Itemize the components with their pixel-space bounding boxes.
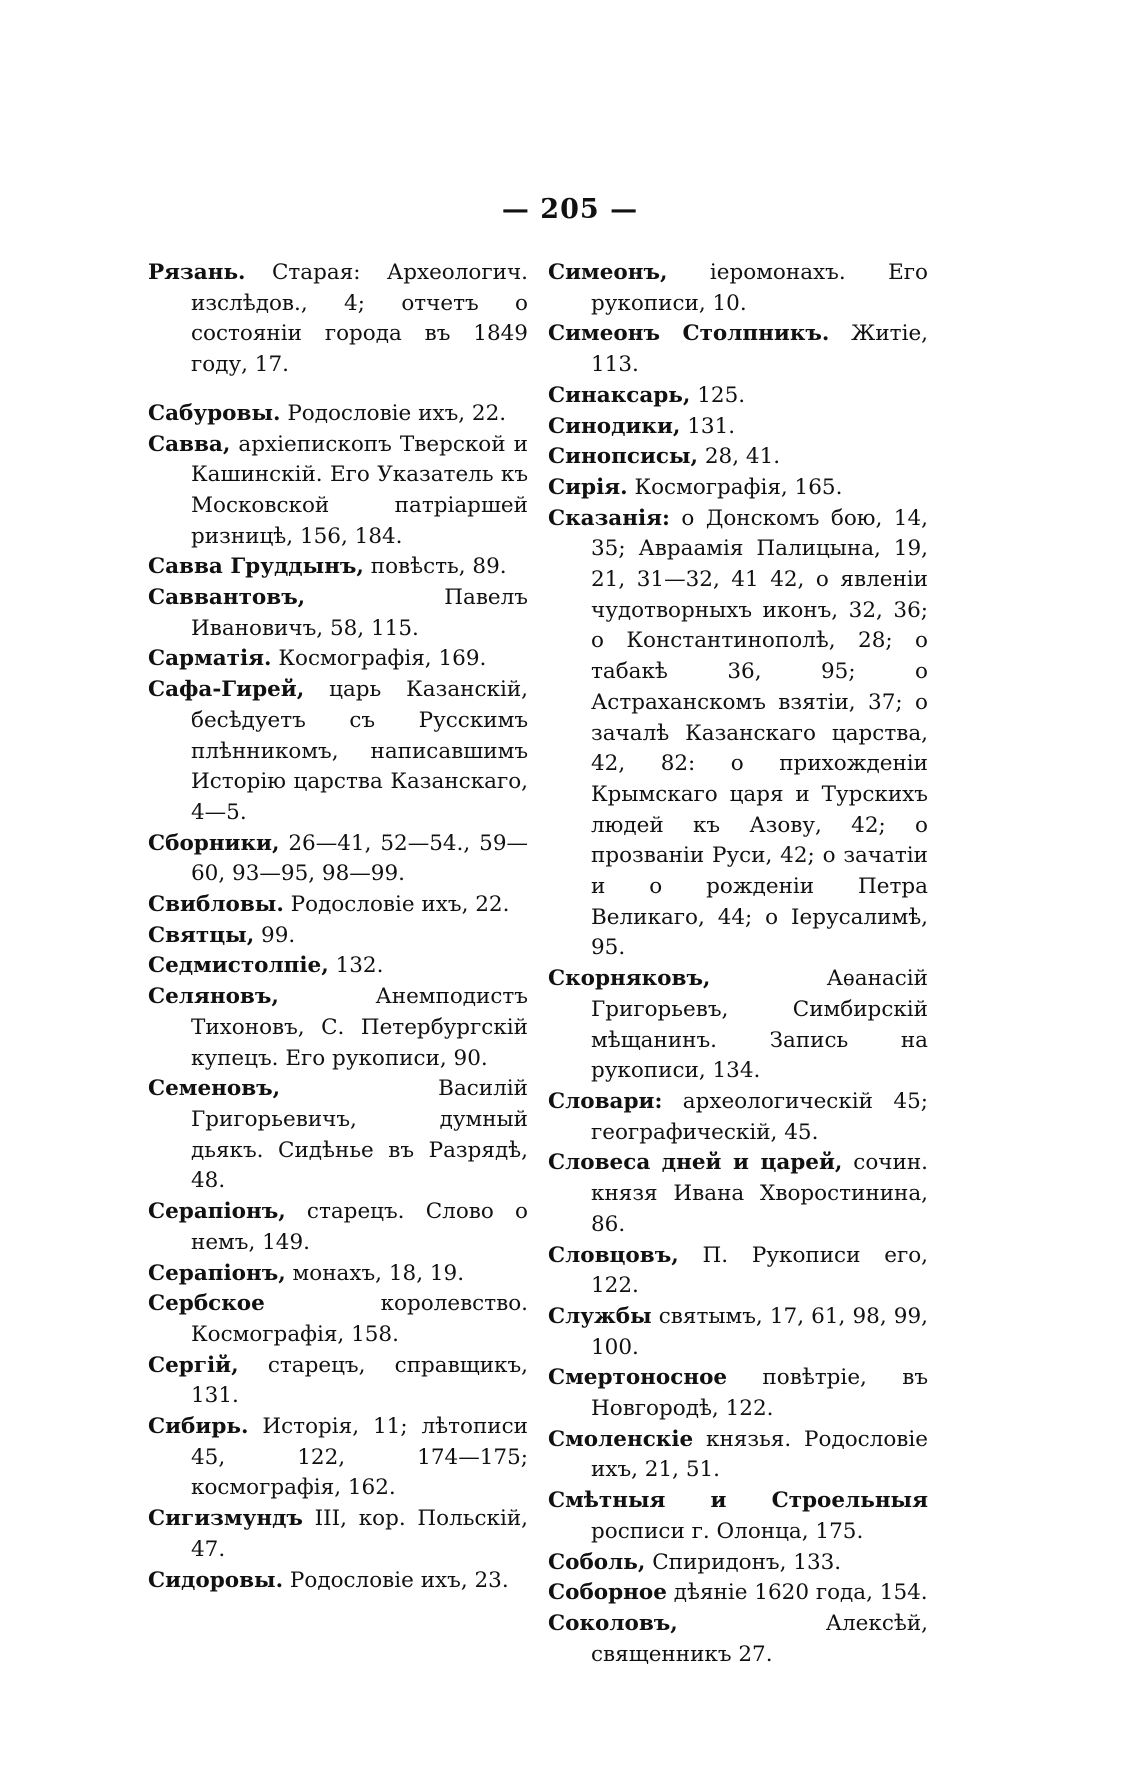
entry-headword: Сирія. bbox=[548, 474, 628, 500]
index-entry bbox=[148, 399, 528, 430]
entry-headword: Смоленскіе bbox=[548, 1426, 694, 1452]
index-entry bbox=[148, 583, 528, 644]
index-entry bbox=[548, 1425, 928, 1486]
entry-text: 26—41, 52—54., 59—60, 93—95, 98—99. bbox=[191, 830, 528, 887]
entry-headword: Соколовъ, bbox=[548, 1610, 678, 1636]
entry-headword: Селяновъ, bbox=[148, 984, 279, 1010]
index-entry bbox=[148, 1259, 528, 1290]
index-entry bbox=[548, 504, 928, 965]
entry-text: монахъ, 18, 19. bbox=[285, 1260, 465, 1286]
entry-headword: Симеонъ Столпникъ. bbox=[548, 321, 830, 347]
index-entry bbox=[148, 921, 528, 952]
entry-text: дѣяніе 1620 года, 154. bbox=[666, 1580, 928, 1606]
index-entry bbox=[148, 644, 528, 675]
entry-text: III, кор. Польскій, 47. bbox=[191, 1506, 528, 1562]
entry-headword: Серапіонъ, bbox=[148, 1260, 286, 1286]
entry-text: Павелъ Ивановичъ, 58, 115. bbox=[191, 585, 528, 641]
index-entry bbox=[148, 258, 528, 381]
entry-headword: Сарматія. bbox=[148, 646, 272, 672]
index-entry bbox=[548, 473, 928, 504]
entry-headword: Серапіонъ, bbox=[148, 1199, 286, 1225]
index-entry bbox=[548, 442, 928, 473]
index-entry bbox=[548, 1087, 928, 1148]
index-entry bbox=[548, 1148, 928, 1240]
entry-headword: Сборники, bbox=[148, 830, 280, 856]
entry-text: Родословіе ихъ, 22. bbox=[283, 892, 510, 918]
entry-text: царь Казанскій, бесѣдуетъ съ Русскимъ плѣнникомъ, написавшимъ Исторію царства Казанскаго, 4—5. bbox=[191, 677, 528, 825]
entry-headword: Семеновъ, bbox=[148, 1076, 281, 1102]
entry-headword: Сергій, bbox=[148, 1352, 239, 1378]
entry-headword: Сигизмундъ bbox=[148, 1506, 303, 1532]
entry-text: архіепископъ Тверской и Кашинскій. Его Указатель къ Московской патріаршей ризницѣ, 156, 184. bbox=[191, 431, 528, 549]
entry-headword: Сербское bbox=[148, 1291, 265, 1317]
index-entry bbox=[548, 1548, 928, 1579]
index-entry bbox=[148, 1412, 528, 1504]
index-entry bbox=[148, 675, 528, 829]
index-entry bbox=[148, 552, 528, 583]
entry-headword: Симеонъ, bbox=[548, 260, 668, 285]
page-number: — 205 — bbox=[501, 194, 639, 225]
index-entry bbox=[548, 964, 928, 1087]
entry-text: сочин. князя Ивана Хворостинина, 86. bbox=[591, 1150, 928, 1237]
entry-headword: Скорняковъ, bbox=[548, 966, 711, 992]
index-entry bbox=[148, 1289, 528, 1350]
index-entry bbox=[548, 1486, 928, 1547]
entry-headword: Седмистолпіе, bbox=[148, 953, 329, 979]
entry-headword: Службы bbox=[548, 1303, 652, 1329]
index-entry bbox=[548, 1609, 928, 1670]
entry-text: Космографія, 165. bbox=[627, 474, 843, 500]
entry-text: о Донскомъ бою, 14, 35; Авраамія Палицына, 19, 21, 31—32, 41 42, о явленіи чудотворныхъ иконъ, 32, 36; о Константинополѣ, 28; о табакѣ 36, 95; о Астраханскомъ взятіи, 37; о зачалѣ Казанскаго царства, 42, 82: о прихожденіи Крымскаго царя и Турскихъ людей къ Азову, 42; о прозваніи Руси, 42; о зачатіи и о рожденіи Петра Великаго, 44; о Іерусалимѣ, 95. bbox=[591, 505, 928, 961]
entry-headword: Синопсисы, bbox=[548, 444, 699, 470]
index-entry bbox=[548, 1578, 928, 1609]
index-entry bbox=[148, 982, 528, 1074]
entry-headword: Сибирь. bbox=[148, 1414, 249, 1440]
entry-text: Алексѣй, священникъ 27. bbox=[591, 1610, 928, 1667]
entry-headword: Савва Груддынъ, bbox=[148, 554, 364, 580]
index-entry bbox=[548, 412, 928, 443]
entry-headword: Синаксарь, bbox=[548, 382, 691, 408]
index-entry bbox=[148, 1351, 528, 1412]
entry-text: 28, 41. bbox=[698, 444, 781, 470]
index-entry bbox=[548, 1241, 928, 1302]
entry-text: старецъ. Слово о немъ, 149. bbox=[191, 1199, 528, 1255]
index-entry bbox=[148, 829, 528, 890]
right-column bbox=[548, 258, 928, 1670]
entry-text: 131. bbox=[680, 413, 736, 439]
entry-text: росписи г. Олонца, 175. bbox=[591, 1518, 864, 1544]
entry-text: П. Рукописи его, 122. bbox=[591, 1242, 928, 1299]
entry-text: Родословіе ихъ, 23. bbox=[283, 1567, 509, 1593]
entry-headword: Свибловы. bbox=[148, 892, 284, 918]
entry-headword: Словцовъ, bbox=[548, 1242, 679, 1268]
index-entry bbox=[148, 430, 528, 553]
index-entry bbox=[148, 1504, 528, 1565]
index-entry bbox=[148, 890, 528, 921]
entry-text: старецъ, справщикъ, 131. bbox=[191, 1352, 528, 1409]
entry-text: Спиридонъ, 133. bbox=[645, 1549, 842, 1575]
index-entry bbox=[548, 1363, 928, 1424]
entry-headword: Саввантовъ, bbox=[148, 585, 306, 611]
entry-text: Житіе, 113. bbox=[591, 321, 928, 378]
entry-text: іеромонахъ. Его рукописи, 10. bbox=[591, 260, 928, 316]
entry-headword: Смертоносное bbox=[548, 1365, 728, 1391]
entry-text: повѣсть, 89. bbox=[363, 554, 507, 580]
left-column bbox=[148, 258, 528, 1596]
index-entry bbox=[148, 1074, 528, 1197]
entry-headword: Словеса дней и царей, bbox=[548, 1150, 843, 1176]
entry-text: Космографія, 169. bbox=[271, 646, 487, 672]
entry-text: Василій Григорьевичъ, думный дьякъ. Сидѣнье въ Разрядѣ, 48. bbox=[191, 1076, 528, 1194]
index-entry bbox=[548, 1302, 928, 1363]
index-entry bbox=[548, 319, 928, 380]
entry-text: святымъ, 17, 61, 98, 99, 100. bbox=[591, 1303, 928, 1360]
entry-text: Исторія, 11; лѣтописи 45, 122, 174—175; космографія, 162. bbox=[191, 1414, 528, 1501]
entry-text: археологическій 45; географическій, 45. bbox=[591, 1088, 928, 1145]
entry-text: повѣтріе, въ Новгородѣ, 122. bbox=[591, 1365, 928, 1422]
index-entry bbox=[148, 951, 528, 982]
entry-headword: Сидоровы. bbox=[148, 1567, 284, 1593]
entry-headword: Сказанія: bbox=[548, 505, 670, 531]
entry-headword: Сабуровы. bbox=[148, 400, 281, 426]
entry-headword: Соболь, bbox=[548, 1549, 646, 1575]
index-entry bbox=[548, 381, 928, 412]
entry-headword: Сафа-Гирей, bbox=[148, 677, 305, 703]
entry-headword: Смѣтныя и Строельныя bbox=[548, 1488, 928, 1514]
index-entry bbox=[548, 258, 928, 319]
entry-headword: Синодики, bbox=[548, 413, 681, 439]
entry-headword: Савва, bbox=[148, 431, 231, 457]
index-entry bbox=[148, 1566, 528, 1597]
index-entry bbox=[148, 1197, 528, 1258]
entry-text: князья. Родословіе ихъ, 21, 51. bbox=[591, 1426, 928, 1483]
entry-text: Родословіе ихъ, 22. bbox=[280, 400, 507, 426]
entry-headword: Словари: bbox=[548, 1088, 663, 1114]
entry-headword: Святцы, bbox=[148, 922, 255, 948]
entry-headword: Рязань. bbox=[148, 260, 246, 285]
entry-headword: Соборное bbox=[548, 1580, 667, 1606]
entry-text: Старая: Археологич. изслѣдов., 4; отчетъ о состояніи города въ 1849 году, 17. bbox=[191, 260, 528, 378]
entry-text: 99. bbox=[254, 922, 296, 948]
entry-text: Аѳанасій Григорьевъ, Симбирскій мѣщанинъ. Запись на рукописи, 134. bbox=[591, 966, 928, 1084]
entry-text: Анемподистъ Тихоновъ, С. Петербургскій купецъ. Его рукописи, 90. bbox=[191, 984, 528, 1071]
entry-text: 132. bbox=[328, 953, 384, 979]
entry-text: 125. bbox=[690, 382, 746, 408]
entry-text: королевство. Космографія, 158. bbox=[191, 1291, 528, 1347]
